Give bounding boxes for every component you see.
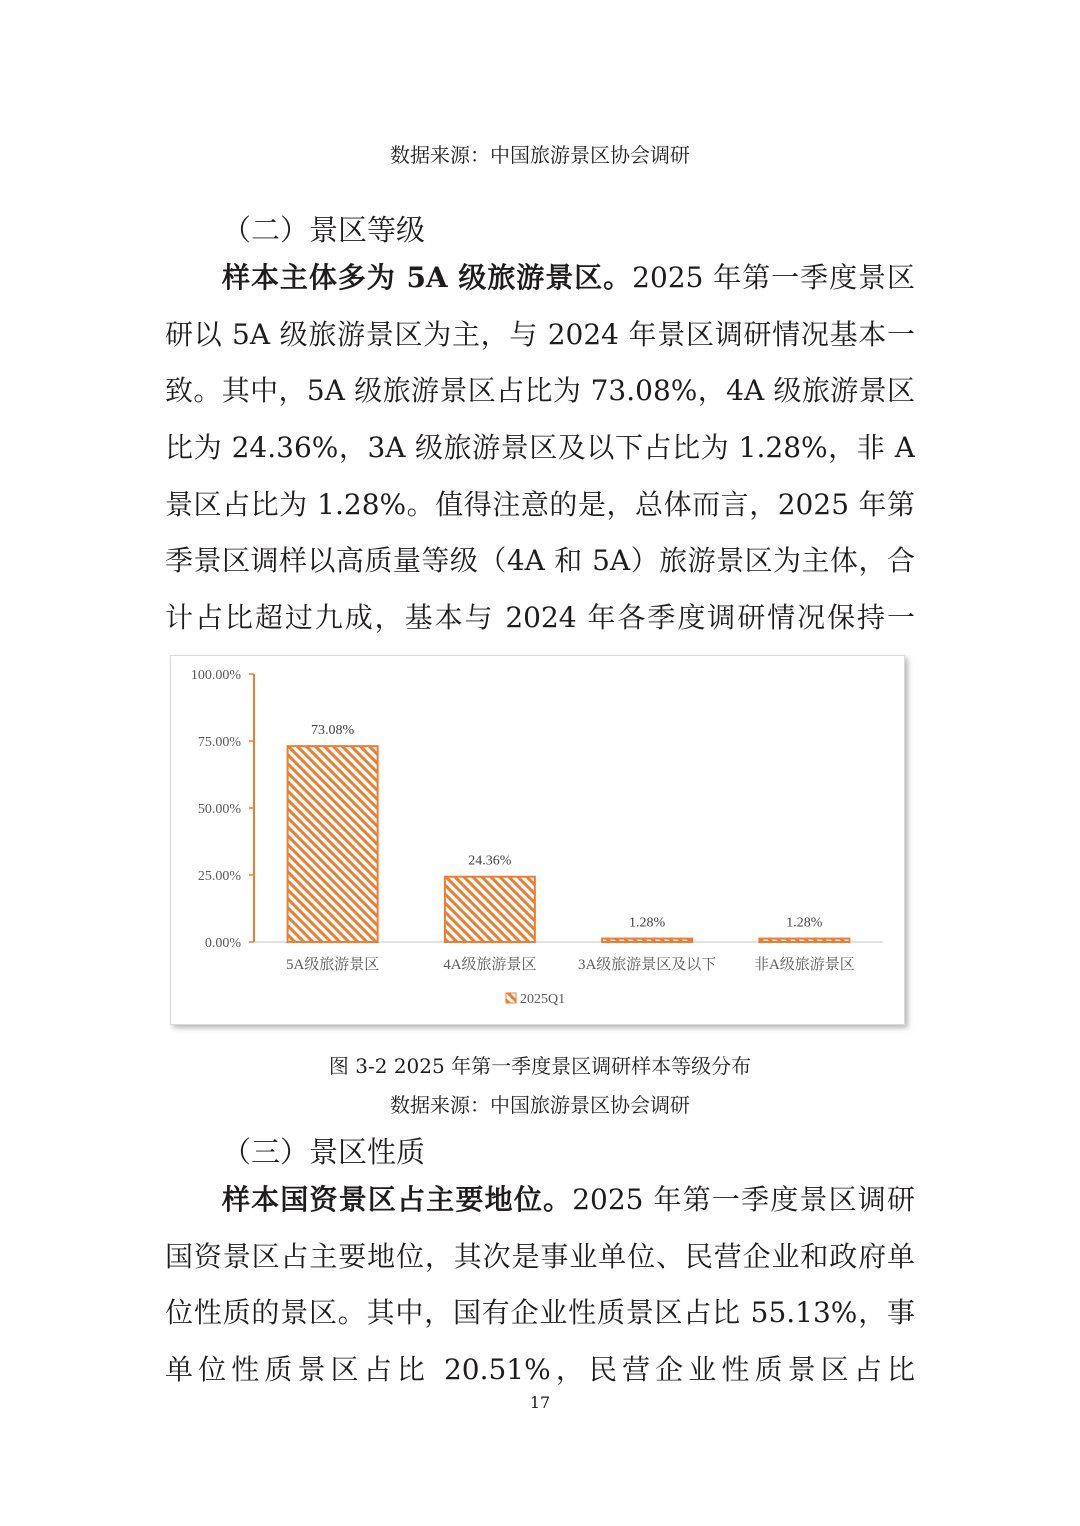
paragraph-line: 研以 5A 级旅游景区为主，与 2024 年景区调研情况基本一 bbox=[165, 317, 915, 351]
paragraph-lead-sentence: 样本主体多为 5A 级旅游景区。 bbox=[222, 261, 633, 294]
x-category-label: 非A级旅游景区 bbox=[753, 957, 855, 973]
y-tick-label: 25.00% bbox=[197, 869, 241, 884]
paragraph-line: 计占比超过九成，基本与 2024 年各季度调研情况保持一 bbox=[165, 601, 915, 635]
paragraph-scenic-level bbox=[165, 250, 915, 647]
section-heading-scenic-level: （二）景区等级 bbox=[222, 213, 426, 247]
legend-swatch bbox=[506, 993, 516, 1003]
bar bbox=[288, 746, 378, 942]
paragraph-line: 致。其中，5A 级旅游景区占比为 73.08%，4A 级旅游景区 bbox=[165, 374, 915, 408]
section-heading-scenic-nature: （三）景区性质 bbox=[222, 1135, 426, 1169]
y-tick-label: 50.00% bbox=[197, 802, 241, 817]
paragraph-line: 比为 24.36%，3A 级旅游景区及以下占比为 1.28%，非 A bbox=[165, 431, 915, 465]
paragraph-line: 位性质的景区。其中，国有企业性质景区占比 55.13%，事 bbox=[165, 1296, 915, 1330]
x-category-label: 3A级旅游景区及以下 bbox=[577, 957, 717, 973]
paragraph-scenic-nature bbox=[165, 1172, 915, 1399]
y-tick-label: 75.00% bbox=[197, 735, 241, 750]
bar bbox=[445, 877, 535, 942]
bar-chart-scenic-level bbox=[170, 655, 905, 1025]
bar-data-label: 73.08% bbox=[311, 723, 355, 739]
bar bbox=[759, 939, 849, 942]
paragraph-line: 景区占比为 1.28%。值得注意的是，总体而言，2025 年第 bbox=[165, 487, 915, 521]
bar bbox=[602, 939, 692, 942]
bar-data-label: 1.28% bbox=[629, 915, 666, 931]
paragraph-line bbox=[222, 1172, 915, 1229]
paragraph-line: 单位性质景区占比 20.51%，民营企业性质景区占比 bbox=[165, 1353, 915, 1387]
x-category-label: 4A级旅游景区 bbox=[443, 957, 537, 973]
bar-chart-canvas bbox=[171, 656, 906, 1026]
paragraph-line: 季景区调样以高质量等级（4A 和 5A）旅游景区为主体，合 bbox=[165, 544, 915, 578]
data-source-note: 数据来源：中国旅游景区协会调研 bbox=[390, 1093, 690, 1117]
paragraph-line: 国资景区占主要地位，其次是事业单位、民营企业和政府单 bbox=[165, 1239, 915, 1273]
y-tick-label: 100.00% bbox=[190, 668, 241, 683]
legend-label: 2025Q1 bbox=[520, 992, 566, 1007]
y-tick-label: 0.00% bbox=[204, 936, 241, 951]
bar-data-label: 1.28% bbox=[786, 915, 823, 931]
page-number: 17 bbox=[529, 1393, 551, 1412]
paragraph-lead-rest: 2025 年第一季度景区调研 bbox=[572, 1183, 915, 1216]
x-category-label: 5A级旅游景区 bbox=[285, 957, 380, 973]
paragraph-lead-rest: 2025 年第一季度景区 bbox=[632, 261, 915, 294]
paragraph-lead-sentence: 样本国资景区占主要地位。 bbox=[222, 1183, 573, 1216]
figure-caption: 图 3-2 2025 年第一季度景区调研样本等级分布 bbox=[328, 1054, 752, 1078]
bar-data-label: 24.36% bbox=[468, 853, 512, 869]
data-source-note: 数据来源：中国旅游景区协会调研 bbox=[390, 143, 690, 167]
paragraph-line bbox=[222, 250, 915, 307]
